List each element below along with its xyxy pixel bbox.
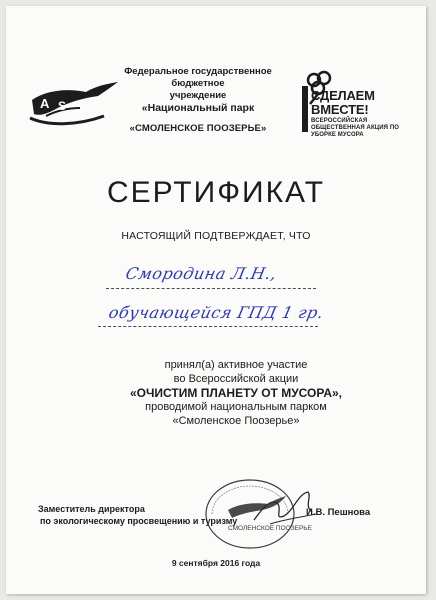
signatory-position [38, 504, 237, 527]
svg-text:S: S [58, 99, 67, 113]
position-line-1: Заместитель директора [38, 504, 145, 514]
confirm-text: НАСТОЯЩИЙ ПОДТВЕРЖДАЕТ, ЧТО [121, 230, 311, 242]
body-line-1: принял(а) активное участие [164, 359, 308, 371]
certificate-body [66, 358, 406, 428]
issue-date: 9 сентября 2016 года [171, 558, 261, 568]
campaign-subtitle: ВСЕРОССИЙСКАЯ ОБЩЕСТВЕННАЯ АКЦИЯ ПО УБОРКЕ МУСОРА [311, 118, 400, 138]
campaign-slogan-1: СДЕЛАЕМ [311, 88, 375, 103]
issuer-line-4: «СМОЛЕНСКОЕ ПООЗЕРЬЕ» [129, 123, 267, 134]
signatory-name: И.В. Пешнова [306, 507, 371, 518]
body-line-2: во Всероссийской акции [173, 373, 299, 385]
body-line-3: «ОЧИСТИМ ПЛАНЕТУ ОТ МУСОРА», [129, 386, 342, 400]
status-underline [98, 326, 318, 327]
svg-text:A: A [40, 96, 50, 111]
body-line-4: проводимой национальным парком [145, 401, 327, 413]
recipient-status: обучающейся ГПД 1 гр. [106, 303, 326, 322]
campaign-slogan-2: ВМЕСТЕ! [311, 102, 369, 117]
issuer-header [110, 66, 286, 135]
recipient-name: Смородина Л.Н., [123, 264, 279, 283]
issuer-line-2: учреждение [169, 90, 227, 101]
certificate-sheet [6, 6, 426, 594]
name-underline [106, 288, 316, 289]
body-line-5: «Смоленское Поозерье» [172, 415, 300, 427]
issuer-line-1: Федеральное государственное бюджетное [124, 66, 272, 89]
position-line-2: по экологическому просвещению и туризму [40, 515, 238, 526]
stamp-text: СМОЛЕНСКОЕ ПООЗЕРЬЕ [228, 525, 312, 532]
park-logo-icon [24, 72, 122, 132]
certificate-title: СЕРТИФИКАТ [106, 176, 326, 209]
issuer-line-3: «Национальный парк [141, 102, 255, 114]
